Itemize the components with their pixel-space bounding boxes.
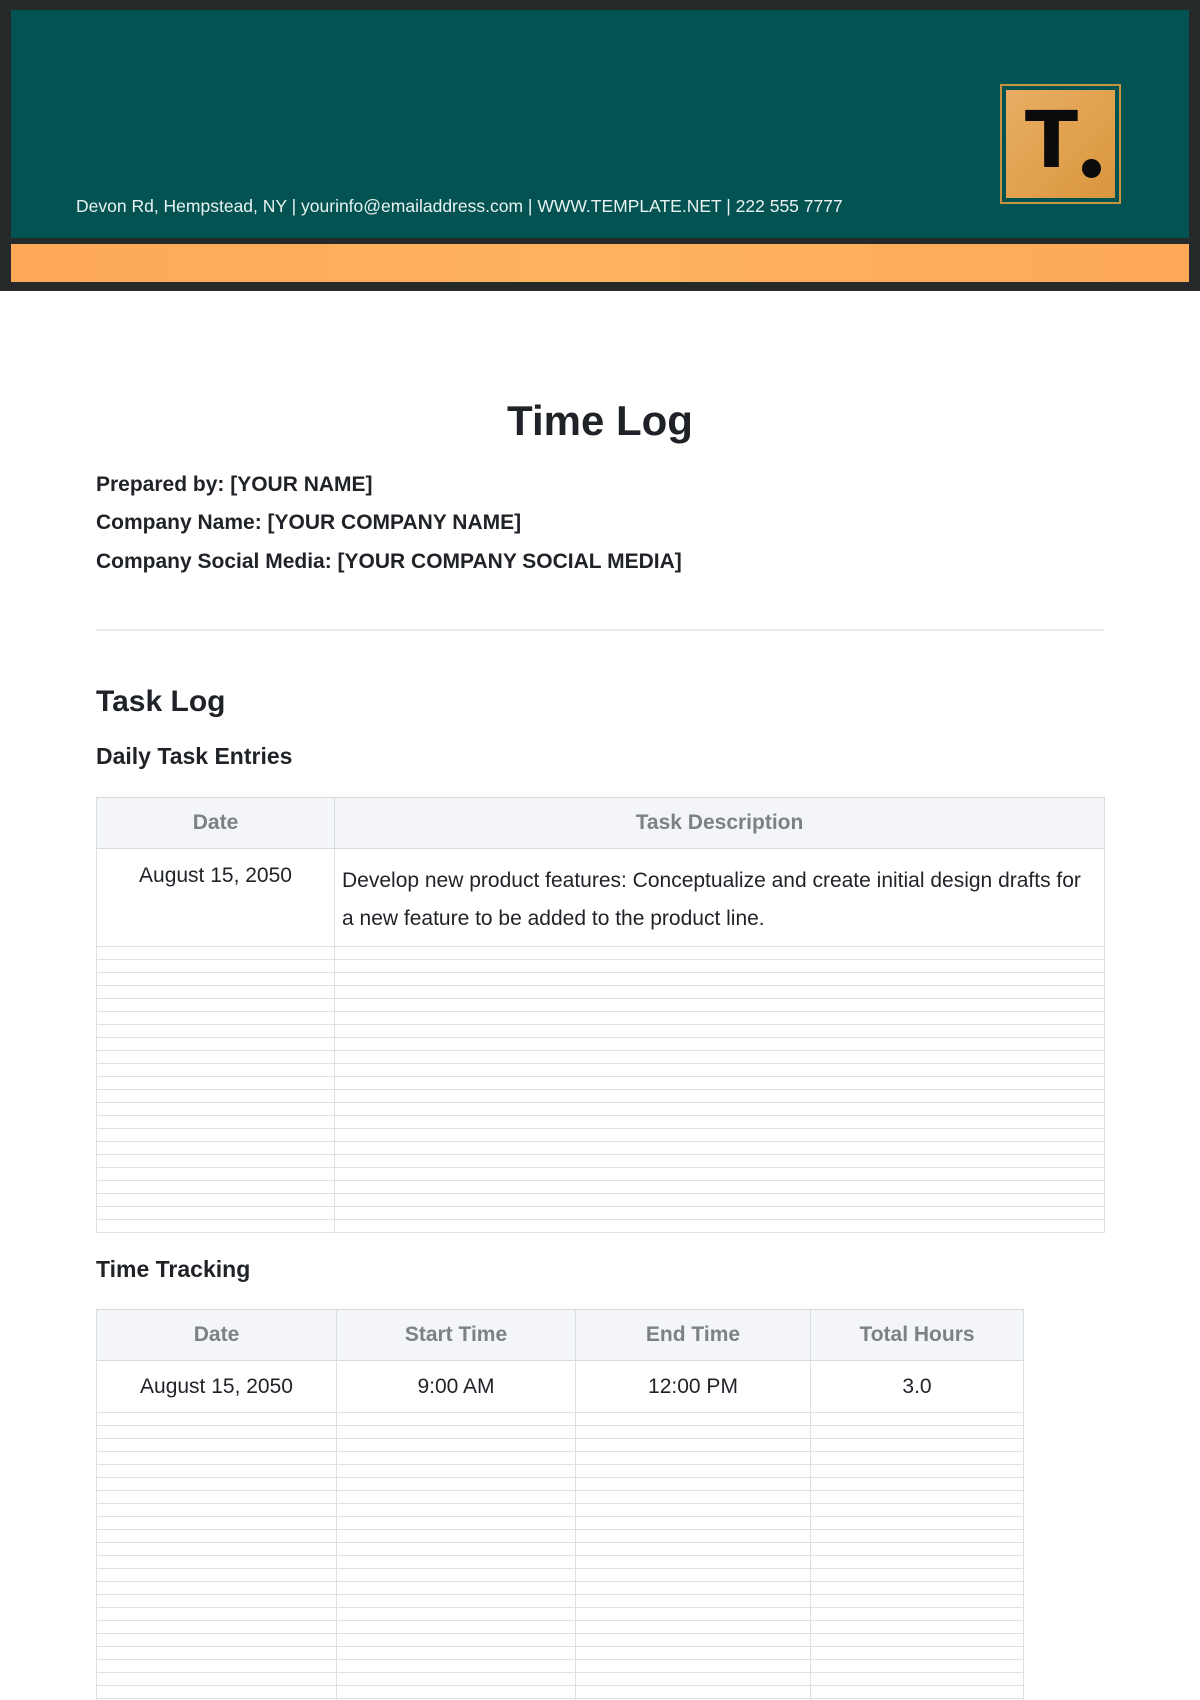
empty-table-row xyxy=(97,1220,1105,1233)
empty-cell xyxy=(811,1595,1024,1608)
empty-table-row xyxy=(97,1569,1024,1582)
empty-cell xyxy=(337,1686,576,1699)
empty-cell xyxy=(337,1504,576,1517)
empty-cell xyxy=(335,1077,1105,1090)
empty-cell xyxy=(335,1103,1105,1116)
empty-cell xyxy=(335,1181,1105,1194)
empty-table-row xyxy=(97,1621,1024,1634)
empty-cell xyxy=(97,1582,337,1595)
empty-cell xyxy=(335,1207,1105,1220)
empty-table-row xyxy=(97,1207,1105,1220)
empty-table-row xyxy=(97,1426,1024,1439)
empty-cell xyxy=(811,1504,1024,1517)
empty-cell xyxy=(337,1660,576,1673)
total-hours-cell: 3.0 xyxy=(811,1361,1024,1413)
empty-table-row xyxy=(97,1025,1105,1038)
empty-table-row xyxy=(97,1439,1024,1452)
empty-cell xyxy=(576,1634,811,1647)
empty-cell xyxy=(97,960,335,973)
empty-table-row xyxy=(97,1647,1024,1660)
column-header-date: Date xyxy=(97,1310,337,1361)
empty-cell xyxy=(97,1038,335,1051)
empty-table-row xyxy=(97,960,1105,973)
empty-cell xyxy=(97,1465,337,1478)
empty-cell xyxy=(811,1660,1024,1673)
empty-cell xyxy=(97,1129,335,1142)
empty-cell xyxy=(337,1426,576,1439)
empty-cell xyxy=(97,1556,337,1569)
empty-table-row xyxy=(97,1582,1024,1595)
empty-table-row xyxy=(97,986,1105,999)
section-divider xyxy=(96,629,1104,631)
empty-cell xyxy=(97,1426,337,1439)
empty-cell xyxy=(576,1686,811,1699)
empty-cell xyxy=(811,1439,1024,1452)
empty-table-row xyxy=(97,1530,1024,1543)
empty-table-row xyxy=(97,1595,1024,1608)
empty-cell xyxy=(97,986,335,999)
empty-table-row xyxy=(97,1012,1105,1025)
column-header-date: Date xyxy=(97,798,335,849)
empty-cell xyxy=(576,1595,811,1608)
empty-cell xyxy=(337,1621,576,1634)
table-row xyxy=(97,849,1105,947)
logo-letter: T xyxy=(1024,96,1079,186)
empty-cell xyxy=(97,1569,337,1582)
empty-table-row xyxy=(97,1556,1024,1569)
empty-cell xyxy=(576,1621,811,1634)
empty-cell xyxy=(576,1517,811,1530)
empty-cell xyxy=(97,1116,335,1129)
start-time-cell: 9:00 AM xyxy=(337,1361,576,1413)
empty-table-row xyxy=(97,973,1105,986)
empty-cell xyxy=(335,1155,1105,1168)
empty-table-row xyxy=(97,1660,1024,1673)
empty-table-row xyxy=(97,1181,1105,1194)
empty-cell xyxy=(97,1142,335,1155)
empty-cell xyxy=(811,1452,1024,1465)
empty-table-row xyxy=(97,1064,1105,1077)
empty-table-row xyxy=(97,1504,1024,1517)
empty-table-row xyxy=(97,1155,1105,1168)
empty-cell xyxy=(811,1634,1024,1647)
empty-cell xyxy=(97,1504,337,1517)
empty-table-row xyxy=(97,1686,1024,1699)
empty-cell xyxy=(811,1621,1024,1634)
empty-cell xyxy=(811,1608,1024,1621)
empty-cell xyxy=(97,1595,337,1608)
empty-table-row xyxy=(97,1413,1024,1426)
empty-cell xyxy=(97,1025,335,1038)
empty-table-row xyxy=(97,1491,1024,1504)
empty-cell xyxy=(811,1543,1024,1556)
empty-table-row xyxy=(97,1077,1105,1090)
empty-cell xyxy=(337,1569,576,1582)
header-accent-stripe xyxy=(11,244,1189,282)
empty-table-row xyxy=(97,1103,1105,1116)
empty-cell xyxy=(335,1194,1105,1207)
empty-cell xyxy=(576,1504,811,1517)
empty-cell xyxy=(335,1220,1105,1233)
empty-cell xyxy=(335,1012,1105,1025)
empty-table-row xyxy=(97,1634,1024,1647)
empty-cell xyxy=(337,1647,576,1660)
empty-table-row xyxy=(97,1038,1105,1051)
empty-cell xyxy=(337,1478,576,1491)
empty-table-row xyxy=(97,1168,1105,1181)
empty-cell xyxy=(97,1647,337,1660)
empty-table-row xyxy=(97,1129,1105,1142)
empty-cell xyxy=(811,1647,1024,1660)
table-header-row xyxy=(97,798,1105,849)
contact-line: Devon Rd, Hempstead, NY | yourinfo@emailaddress.com | WWW.TEMPLATE.NET | 222 555 7777 xyxy=(76,196,843,216)
empty-cell xyxy=(97,1634,337,1647)
empty-table-row xyxy=(97,1142,1105,1155)
company-name: Company Name: [YOUR COMPANY NAME] xyxy=(96,511,522,534)
empty-cell xyxy=(576,1426,811,1439)
time-date-cell: August 15, 2050 xyxy=(97,1361,337,1413)
empty-cell xyxy=(576,1478,811,1491)
empty-cell xyxy=(97,1168,335,1181)
empty-cell xyxy=(97,1543,337,1556)
empty-cell xyxy=(576,1569,811,1582)
empty-cell xyxy=(335,1142,1105,1155)
empty-cell xyxy=(97,1220,335,1233)
empty-table-row xyxy=(97,1478,1024,1491)
empty-cell xyxy=(97,1090,335,1103)
empty-cell xyxy=(811,1582,1024,1595)
empty-cell xyxy=(337,1530,576,1543)
empty-cell xyxy=(97,1673,337,1686)
empty-cell xyxy=(576,1530,811,1543)
company-social-media: Company Social Media: [YOUR COMPANY SOCIAL MEDIA] xyxy=(96,550,682,573)
empty-cell xyxy=(97,1064,335,1077)
empty-cell xyxy=(337,1543,576,1556)
empty-cell xyxy=(335,960,1105,973)
empty-cell xyxy=(335,973,1105,986)
empty-cell xyxy=(337,1413,576,1426)
empty-cell xyxy=(97,1517,337,1530)
empty-table-row xyxy=(97,1090,1105,1103)
empty-cell xyxy=(335,1090,1105,1103)
empty-cell xyxy=(97,1478,337,1491)
empty-cell xyxy=(335,1116,1105,1129)
empty-cell xyxy=(335,1064,1105,1077)
empty-cell xyxy=(337,1452,576,1465)
empty-cell xyxy=(576,1556,811,1569)
end-time-cell: 12:00 PM xyxy=(576,1361,811,1413)
empty-cell xyxy=(811,1426,1024,1439)
empty-cell xyxy=(811,1556,1024,1569)
empty-cell xyxy=(97,1660,337,1673)
empty-cell xyxy=(811,1686,1024,1699)
empty-cell xyxy=(576,1491,811,1504)
empty-cell xyxy=(97,1051,335,1064)
empty-cell xyxy=(335,1038,1105,1051)
empty-cell xyxy=(576,1465,811,1478)
empty-cell xyxy=(811,1478,1024,1491)
empty-table-row xyxy=(97,1051,1105,1064)
empty-cell xyxy=(97,1530,337,1543)
empty-cell xyxy=(337,1491,576,1504)
task-log-heading: Task Log xyxy=(96,685,226,718)
empty-cell xyxy=(97,1452,337,1465)
task-date-cell: August 15, 2050 xyxy=(97,849,335,947)
daily-task-entries-heading: Daily Task Entries xyxy=(96,743,293,769)
empty-table-row xyxy=(97,1543,1024,1556)
empty-cell xyxy=(335,1129,1105,1142)
empty-cell xyxy=(576,1647,811,1660)
header-frame xyxy=(0,0,1200,291)
empty-cell xyxy=(97,999,335,1012)
empty-cell xyxy=(97,947,335,960)
empty-cell xyxy=(97,1686,337,1699)
empty-cell xyxy=(576,1660,811,1673)
empty-table-row xyxy=(97,999,1105,1012)
empty-cell xyxy=(337,1556,576,1569)
empty-cell xyxy=(97,1103,335,1116)
empty-cell xyxy=(811,1673,1024,1686)
prepared-by: Prepared by: [YOUR NAME] xyxy=(96,473,373,496)
empty-cell xyxy=(337,1439,576,1452)
empty-cell xyxy=(97,1608,337,1621)
empty-cell xyxy=(337,1517,576,1530)
empty-cell xyxy=(811,1517,1024,1530)
empty-table-row xyxy=(97,1194,1105,1207)
empty-table-row xyxy=(97,1116,1105,1129)
empty-cell xyxy=(97,1194,335,1207)
empty-cell xyxy=(337,1634,576,1647)
column-header-task-description: Task Description xyxy=(335,798,1105,849)
task-log-table xyxy=(96,797,1105,1233)
empty-cell xyxy=(576,1582,811,1595)
empty-table-row xyxy=(97,1517,1024,1530)
empty-cell xyxy=(97,1439,337,1452)
empty-cell xyxy=(97,1207,335,1220)
empty-cell xyxy=(337,1582,576,1595)
company-logo xyxy=(1000,84,1121,204)
logo-dot xyxy=(1082,159,1101,178)
empty-cell xyxy=(97,1181,335,1194)
empty-cell xyxy=(335,1051,1105,1064)
page-title: Time Log xyxy=(507,397,693,444)
empty-cell xyxy=(97,1413,337,1426)
empty-cell xyxy=(337,1595,576,1608)
empty-cell xyxy=(97,1491,337,1504)
empty-cell xyxy=(97,973,335,986)
time-tracking-heading: Time Tracking xyxy=(96,1256,251,1282)
column-header-total-hours: Total Hours xyxy=(811,1310,1024,1361)
empty-cell xyxy=(576,1439,811,1452)
empty-cell xyxy=(811,1413,1024,1426)
column-header-start-time: Start Time xyxy=(337,1310,576,1361)
column-header-end-time: End Time xyxy=(576,1310,811,1361)
empty-cell xyxy=(335,1025,1105,1038)
empty-cell xyxy=(576,1452,811,1465)
empty-table-row xyxy=(97,1465,1024,1478)
empty-cell xyxy=(576,1673,811,1686)
empty-cell xyxy=(576,1543,811,1556)
empty-cell xyxy=(335,1168,1105,1181)
empty-cell xyxy=(811,1491,1024,1504)
table-header-row xyxy=(97,1310,1024,1361)
empty-cell xyxy=(337,1673,576,1686)
task-description-cell: Develop new product features: Conceptualize and create initial design drafts for a new feature to be added to the product line. xyxy=(335,849,1105,947)
empty-table-row xyxy=(97,1452,1024,1465)
empty-cell xyxy=(811,1569,1024,1582)
empty-cell xyxy=(811,1530,1024,1543)
empty-cell xyxy=(337,1465,576,1478)
time-tracking-table xyxy=(96,1309,1024,1700)
logo-mark xyxy=(1006,90,1115,198)
empty-cell xyxy=(97,1077,335,1090)
empty-cell xyxy=(97,1012,335,1025)
empty-cell xyxy=(576,1413,811,1426)
empty-table-row xyxy=(97,1673,1024,1686)
empty-table-row xyxy=(97,947,1105,960)
empty-cell xyxy=(97,1621,337,1634)
empty-table-row xyxy=(97,1608,1024,1621)
table-row xyxy=(97,1361,1024,1413)
empty-cell xyxy=(576,1608,811,1621)
empty-cell xyxy=(811,1465,1024,1478)
empty-cell xyxy=(335,986,1105,999)
empty-cell xyxy=(335,947,1105,960)
empty-cell xyxy=(97,1155,335,1168)
empty-cell xyxy=(337,1608,576,1621)
empty-cell xyxy=(335,999,1105,1012)
